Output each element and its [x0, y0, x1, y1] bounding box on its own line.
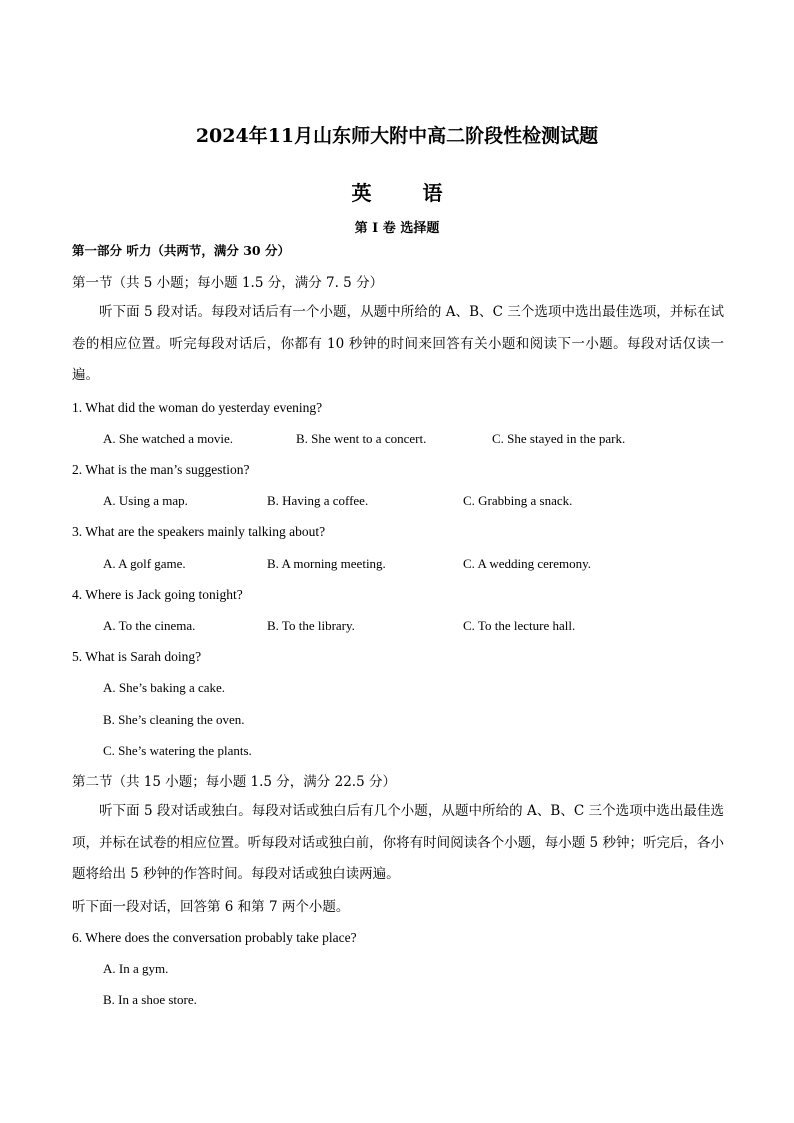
- question-6-option-a: A. In a gym.: [103, 961, 169, 976]
- question-6-option-b: B. In a shoe store.: [103, 992, 197, 1007]
- part1-heading: 第一部分 听力（共两节，满分 30 分）: [72, 243, 290, 258]
- dialogue-note: 听下面一段对话，回答第 6 和第 7 两个小题。: [72, 899, 350, 915]
- question-3-option-b: B. A morning meeting.: [267, 556, 386, 571]
- question-5-option-a: A. She’s baking a cake.: [103, 680, 226, 695]
- question-4: 4. Where is Jack going tonight?: [72, 587, 243, 602]
- question-2-option-b: B. Having a coffee.: [267, 493, 369, 508]
- question-2: 2. What is the man’s suggestion?: [72, 462, 250, 477]
- question-1-option-b: B. She went to a concert.: [296, 431, 427, 446]
- question-5-option-c: C. She’s watering the plants.: [103, 743, 252, 758]
- question-4-option-c: C. To the lecture hall.: [463, 618, 576, 633]
- question-2-option-c: C. Grabbing a snack.: [463, 493, 573, 508]
- question-3: 3. What are the speakers mainly talking about?: [72, 524, 326, 539]
- section1-heading: 第一节（共 5 小题；每小题 1.5 分，满分 7. 5 分）: [72, 275, 384, 291]
- volume-heading: 第 I 卷 选择题: [354, 221, 440, 236]
- question-1-option-c: C. She stayed in the park.: [492, 431, 626, 446]
- question-1-option-a: A. She watched a movie.: [103, 431, 233, 446]
- question-5: 5. What is Sarah doing?: [72, 649, 202, 664]
- question-3-option-a: A. A golf game.: [103, 556, 186, 571]
- section2-heading: 第二节（共 15 小题；每小题 1.5 分，满分 22.5 分）: [72, 774, 396, 790]
- question-3-option-c: C. A wedding ceremony.: [463, 556, 592, 571]
- question-4-option-a: A. To the cinema.: [103, 618, 196, 633]
- section1-instructions: 听下面 5 段对话。每段对话后有一个小题，从题中所给的 A、B、C 三个选项中选出最佳选项，并标在试卷的相应位置。听完每段对话后，你都有 10 秒钟的时间来回答有关小题和阅读下一小题。每段对话仅读一遍。: [72, 304, 724, 383]
- question-5-option-b: B. She’s cleaning the oven.: [103, 712, 245, 727]
- question-6: 6. Where does the conversation probably take place?: [72, 930, 357, 945]
- question-2-option-a: A. Using a map.: [103, 493, 188, 508]
- section2-instructions: 听下面 5 段对话或独白。每段对话或独白后有几个小题，从题中所给的 A、B、C 三个选项中选出最佳选项，并标在试卷的相应位置。听每段对话或独白前，你将有时间阅读各个小题，每小题 5 秒钟；听完后，各小题将给出 5 秒钟的作答时间。每段对话或独白读两遍。: [72, 803, 724, 882]
- subject-heading: 英 语: [351, 181, 465, 205]
- question-4-option-b: B. To the library.: [267, 618, 355, 633]
- question-1: 1. What did the woman do yesterday evening?: [72, 400, 323, 415]
- exam-title: 2024年11月山东师大附中高二阶段性检测试题: [195, 125, 599, 147]
